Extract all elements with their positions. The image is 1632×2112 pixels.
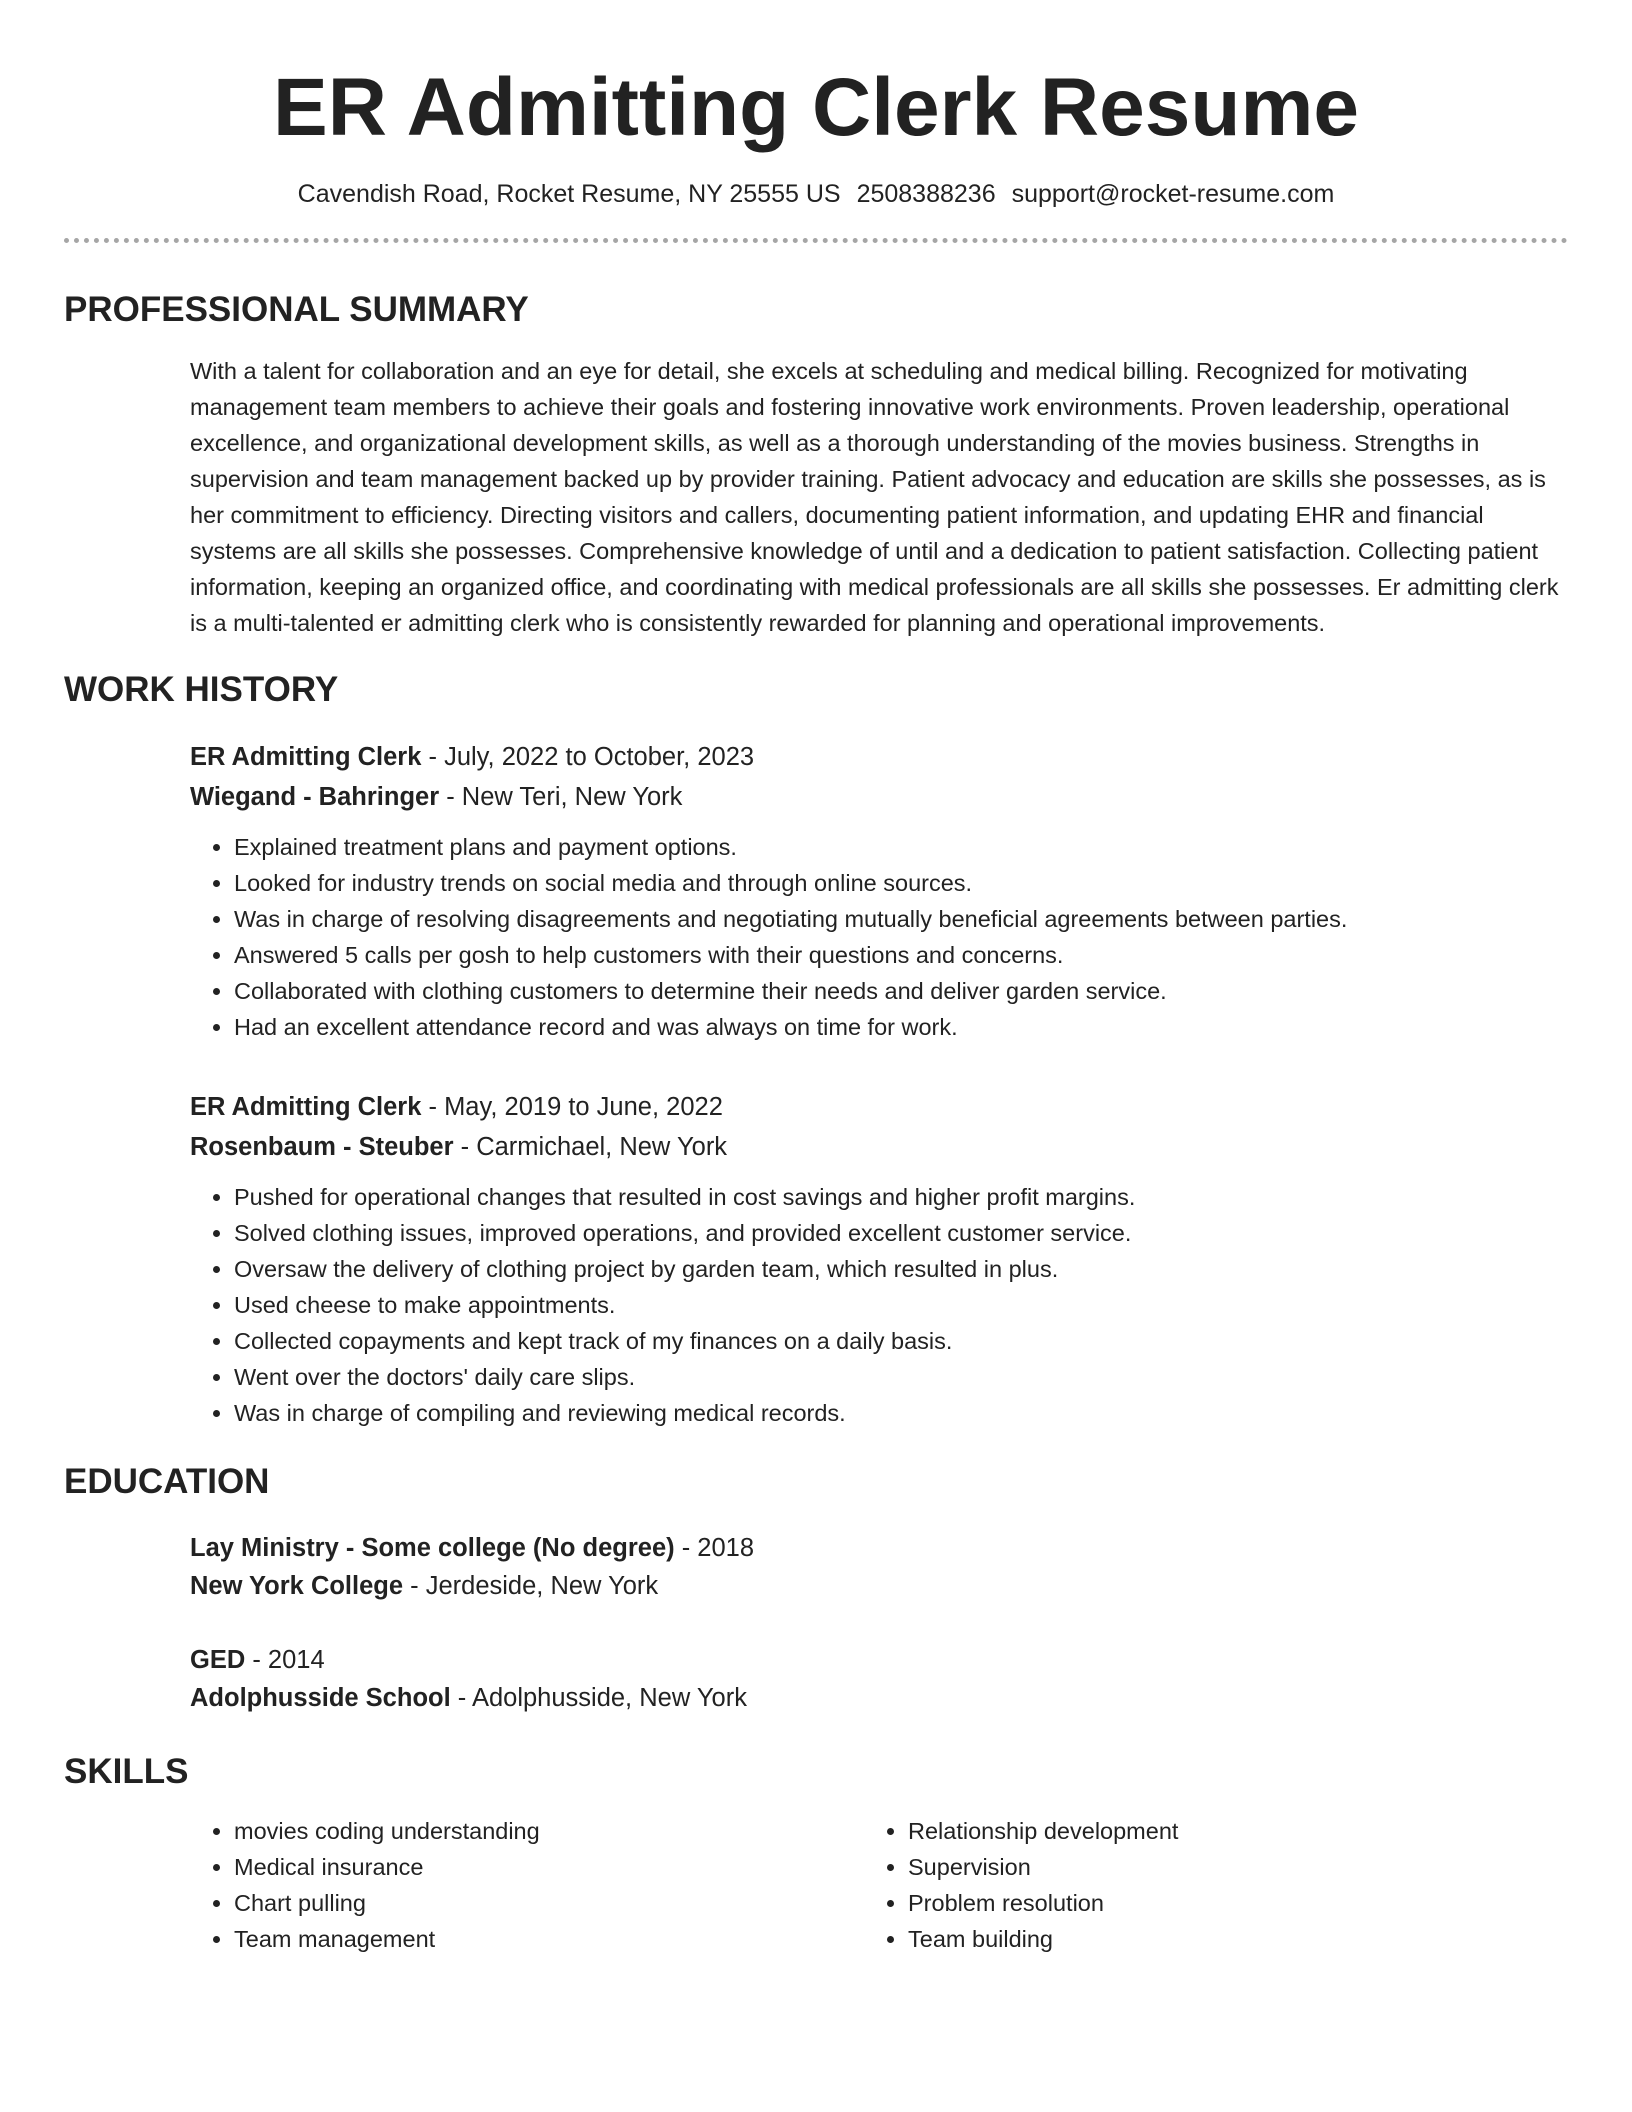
list-item: • Was in charge of resolving disagreements and negotiating mutually beneficial agreements between parties.	[234, 901, 1568, 937]
education-section	[190, 1529, 1568, 1717]
list-item: • Answered 5 calls per gosh to help customers with their questions and concerns.	[234, 937, 1568, 973]
list-item: • Went over the doctors' daily care slips.	[234, 1359, 1568, 1395]
skills-list-right	[864, 1813, 1538, 1957]
education-school: Adolphusside School	[190, 1684, 451, 1712]
list-item: • Team building	[908, 1921, 1538, 1957]
list-item: • Collaborated with clothing customers to determine their needs and deliver garden service.	[234, 973, 1568, 1009]
contact-line	[64, 178, 1568, 210]
education-degree-line	[190, 1529, 1568, 1567]
list-item: • Looked for industry trends on social media and through online sources.	[234, 865, 1568, 901]
job-title: ER Admitting Clerk	[190, 1093, 422, 1121]
education-degree-line	[190, 1641, 1568, 1679]
list-item: • Problem resolution	[908, 1885, 1538, 1921]
list-item: • Oversaw the delivery of clothing project by garden team, which resulted in plus.	[234, 1251, 1568, 1287]
summary-section	[190, 353, 1568, 641]
education-location: - Adolphusside, New York	[450, 1684, 747, 1712]
list-item: • Supervision	[908, 1849, 1538, 1885]
education-school: New York College	[190, 1572, 404, 1600]
summary-heading: PROFESSIONAL SUMMARY	[64, 290, 529, 329]
summary-text: With a talent for collaboration and an eye for detail, she excels at scheduling and medical billing. Recognized for motivating management team members to achieve their goals and fostering innovative work environments. Proven leadership, operational excellence, and organizational development skills, as well as a thorough understanding of the movies business. Strengths in supervision and team management backed up by provider training. Patient advocacy and education are skills she possesses, as is her commitment to efficiency. Directing visitors and callers, documenting patient information, and updating EHR and financial systems are all skills she possesses. Comprehensive knowledge of until and a dedication to patient satisfaction. Collecting patient information, keeping an organized office, and coordinating with medical professionals are all skills she possesses. Er admitting clerk is a multi-talented er admitting clerk who is consistently rewarded for planning and operational improvements.	[190, 358, 1559, 636]
contact-phone: 2508388236	[856, 180, 996, 208]
resume-page	[64, 0, 1568, 1957]
job-duties-list	[190, 829, 1568, 1045]
education-entry	[190, 1641, 1568, 1717]
education-degree: Lay Ministry - Some college (No degree)	[190, 1534, 675, 1562]
job-dates: - July, 2022 to October, 2023	[421, 743, 755, 771]
skills-heading: SKILLS	[64, 1752, 189, 1791]
skills-list-left	[190, 1813, 864, 1957]
list-item: • Relationship development	[908, 1813, 1538, 1849]
list-item: • Explained treatment plans and payment options.	[234, 829, 1568, 865]
contact-address: Cavendish Road, Rocket Resume, NY 25555 US	[297, 180, 841, 208]
education-school-line	[190, 1679, 1568, 1717]
resume-title: ER Admitting Clerk Resume	[273, 62, 1359, 153]
job-company: Wiegand - Bahringer	[190, 783, 440, 811]
skills-columns	[190, 1813, 1568, 1957]
education-year: - 2018	[674, 1534, 755, 1562]
job-company-line	[190, 777, 1568, 817]
list-item: • Had an excellent attendance record and was always on time for work.	[234, 1009, 1568, 1045]
job-location: - New Teri, New York	[439, 783, 683, 811]
education-heading: EDUCATION	[64, 1462, 270, 1501]
job-title-line	[190, 1087, 1568, 1127]
work-history-heading: WORK HISTORY	[64, 670, 339, 709]
job-duties-list	[190, 1179, 1568, 1431]
education-location: - Jerdeside, New York	[403, 1572, 659, 1600]
header-divider	[64, 238, 1568, 243]
job-location: - Carmichael, New York	[453, 1133, 728, 1161]
list-item: • Was in charge of compiling and reviewing medical records.	[234, 1395, 1568, 1431]
job-title: ER Admitting Clerk	[190, 743, 422, 771]
job-dates: - May, 2019 to June, 2022	[421, 1093, 723, 1121]
job-company: Rosenbaum - Steuber	[190, 1133, 454, 1161]
job-entry	[190, 737, 1568, 1045]
education-year: - 2014	[245, 1646, 325, 1674]
list-item: • Chart pulling	[234, 1885, 864, 1921]
list-item: • Collected copayments and kept track of my finances on a daily basis.	[234, 1323, 1568, 1359]
skills-section	[190, 1813, 1568, 1957]
list-item: • Solved clothing issues, improved operations, and provided excellent customer service.	[234, 1215, 1568, 1251]
list-item: • Used cheese to make appointments.	[234, 1287, 1568, 1323]
list-item: • movies coding understanding	[234, 1813, 864, 1849]
education-school-line	[190, 1567, 1568, 1605]
list-item: • Pushed for operational changes that resulted in cost savings and higher profit margins.	[234, 1179, 1568, 1215]
education-entry	[190, 1529, 1568, 1605]
contact-email: support@rocket-resume.com	[1011, 180, 1335, 208]
work-history-section	[190, 737, 1568, 1431]
job-company-line	[190, 1127, 1568, 1167]
list-item: • Medical insurance	[234, 1849, 864, 1885]
job-entry	[190, 1087, 1568, 1431]
job-title-line	[190, 737, 1568, 777]
education-degree: GED	[190, 1646, 246, 1674]
list-item: • Team management	[234, 1921, 864, 1957]
